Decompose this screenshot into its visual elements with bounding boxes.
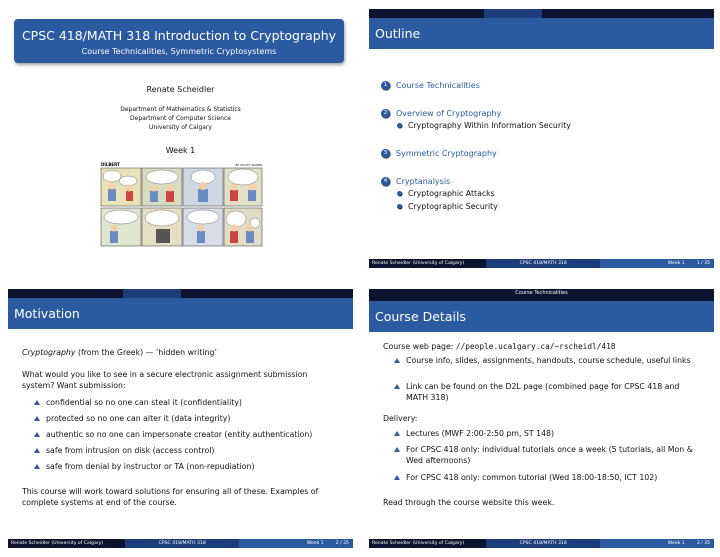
dilbert-comic [100,161,263,247]
navigation-strip [8,289,353,298]
frame-title: Outline [369,18,714,49]
course-url[interactable]: //people.ucalgary.ca/~rscheidl/418 [455,342,616,351]
date: Week 1 [165,146,196,155]
triangle-bullet-icon [394,475,400,480]
institute-line: Department of Mathematics & Statistics [120,106,241,113]
bullet-item: protected so no one can alter it (data integrity) [34,413,230,424]
outline-item-4[interactable] [381,177,450,186]
footer-page: Week 1 1 / 35 [600,259,714,268]
footer-author: Renate Scheidler (University of Calgary) [369,259,486,268]
course-details-slide [369,289,714,548]
bullet-item: Lectures (MWF 2:00-2:50 pm, ST 148) [394,428,694,439]
footer-author: Renate Scheidler (University of Calgary) [8,539,125,548]
outline-item-2[interactable] [381,109,501,118]
closing-text: This course will work toward solutions for ensuring all of these. Examples of complete systems at end of the course. [22,487,319,507]
intro-line: Cryptography (from the Greek) — ‘hidden writing’ [22,348,217,357]
section-label: Course Technicalities [515,290,568,296]
closing-text: Read through the course website this week. [383,498,555,507]
title-slide [8,9,353,268]
web-page-line: Course web page: //people.ucalgary.ca/~rscheidl/418 [383,342,616,351]
bullet-item: Link can be found on the D2L page (combined page for CPSC 418 and MATH 318) [394,381,694,403]
institute [8,105,353,132]
outline-label: Course Technicalities [396,81,480,90]
ball-bullet-icon [397,123,402,128]
section-number: 2 [381,109,390,118]
outline-label: Cryptanalysis [396,177,451,186]
presentation-title: CPSC 418/MATH 318 Introduction to Cryptography [21,28,337,43]
ball-bullet-icon [397,191,402,196]
triangle-bullet-icon [394,447,400,452]
outline-label: Symmetric Cryptography [396,149,497,158]
footer-page: Week 1 2 / 35 [239,539,353,548]
title-box [14,19,344,63]
slide-footer [369,539,714,548]
institute-line: Department of Computer Science [130,115,231,122]
triangle-bullet-icon [394,358,400,363]
triangle-bullet-icon [34,448,40,453]
footer-course: CPSC 418/MATH 318 [486,539,600,548]
footer-page: Week 1 3 / 35 [600,539,714,548]
bullet-item: For CPSC 418 only: common tutorial (Wed 18:00-18:50, ICT 102) [394,472,694,483]
comic-title: DILBERT [101,162,120,167]
triangle-bullet-icon [34,416,40,421]
author: Renate Scheidler [146,85,215,94]
footer-course: CPSC 418/MATH 318 [486,259,600,268]
outline-subitem[interactable]: Cryptographic Security [397,202,498,211]
comic-byline: BY SCOTT ADAMS [235,163,262,167]
frame-title: Motivation [8,298,353,329]
outline-slide [369,9,714,268]
slide-footer [369,259,714,268]
outline-label: Overview of Cryptography [396,109,502,118]
slide-footer [8,539,353,548]
triangle-bullet-icon [394,431,400,436]
frame-title: Course Details [369,301,714,332]
outline-item-3[interactable] [381,149,497,158]
outline-subitem[interactable]: Cryptographic Attacks [397,189,495,198]
triangle-bullet-icon [34,464,40,469]
bullet-item: authentic so no one can impersonate creator (entity authentication) [34,429,312,440]
bullet-item: For CPSC 418 only: individual tutorials once a week (5 tutorials, all Mon & Wed afternoons) [394,444,694,466]
triangle-bullet-icon [34,432,40,437]
motivation-slide [8,289,353,548]
outline-item-1[interactable] [381,81,480,90]
institute-line: University of Calgary [149,124,212,131]
bullet-item: confidential so no one can steal it (confidentiality) [34,397,242,408]
navigation-strip [369,9,714,18]
footer-course: CPSC 418/MATH 318 [125,539,239,548]
bullet-item: safe from intrusion on disk (access control) [34,445,214,456]
triangle-bullet-icon [34,400,40,405]
outline-subitem[interactable]: Cryptography Within Information Security [397,121,571,130]
bullet-item: safe from denial by instructor or TA (non-repudiation) [34,461,255,472]
question-text: What would you like to see in a secure electronic assignment submission system? Want submission: [22,370,308,390]
navigation-strip [369,289,714,301]
section-number: 4 [381,177,390,186]
triangle-bullet-icon [394,384,400,389]
section-number: 1 [381,81,390,90]
bullet-item: Course info, slides, assignments, handouts, course schedule, useful links [394,355,694,366]
delivery-label: Delivery: [383,414,418,423]
section-number: 3 [381,149,390,158]
ball-bullet-icon [397,204,402,209]
footer-author: Renate Scheidler (University of Calgary) [369,539,486,548]
presentation-subtitle: Course Technicalities, Symmetric Cryptosystems [81,47,277,56]
